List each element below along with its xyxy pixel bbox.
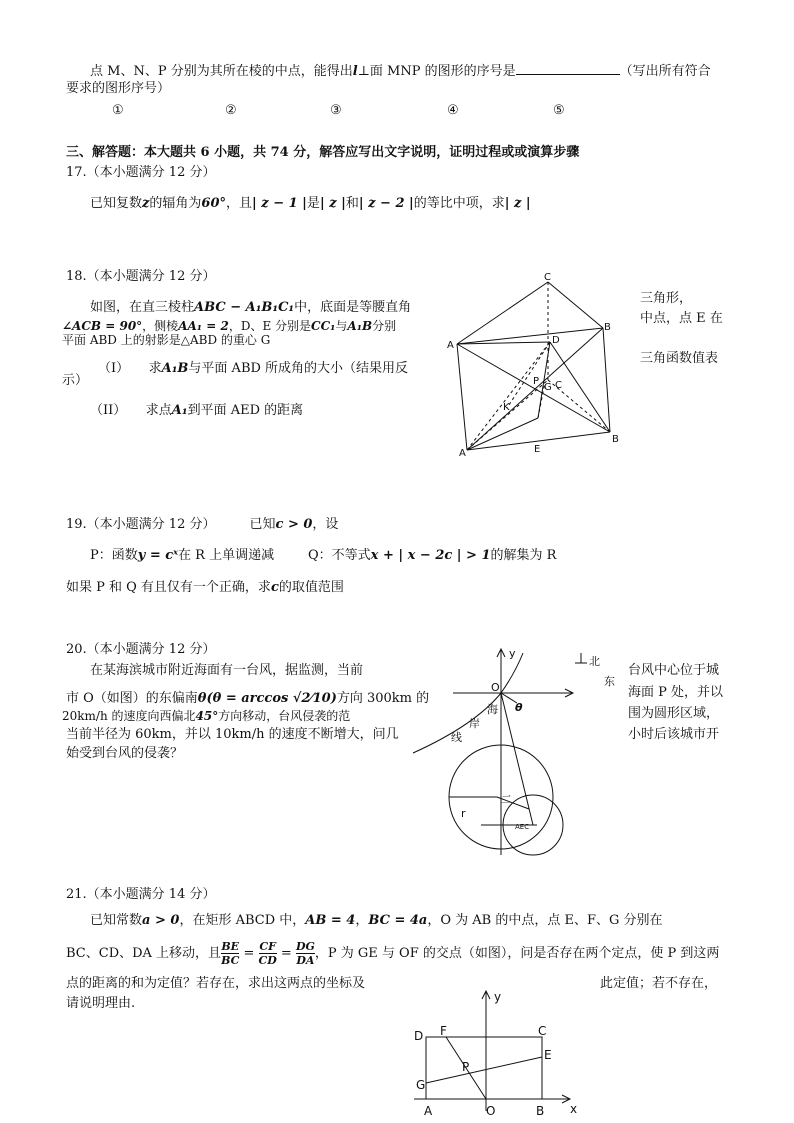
edge-c1b1 [548,282,603,328]
q21-line4: 请说明理由. [66,996,136,1011]
top-text-c: （写出所有符合 [619,64,711,79]
q18-edge: AA₁ = 2 [178,319,229,333]
label-line: 线 [451,731,462,744]
q18-right-3: 三角函数值表 [640,351,719,366]
q21-header: 21.（本小题满分 14 分） [66,887,216,902]
q17-t3: ，且 [226,196,253,211]
q18-line1 [90,299,411,317]
q19-p-b: 在 R 上单调递减 [178,548,275,563]
q18-p1a: （I） 求 [98,361,162,376]
label-d: D [552,335,560,346]
frac1-den: BC [221,954,240,967]
q17-deg: 60° [201,196,227,211]
q18-l2a: ，侧棱 [142,319,179,333]
label-g: G [544,382,552,393]
q21-ab: AB = 4 [305,913,356,928]
edge-a1c1 [457,282,548,344]
q20-l2b: 方向 300km 的 [336,691,430,706]
q18-header: 18.（本小题满分 12 分） [66,269,216,284]
edge-aa1 [457,344,467,450]
q17-abs4: | z | [504,196,531,211]
q18-l1b: 中，底面是等腰直角 [294,300,412,315]
q18-line3: 平面 ABD 上的射影是△ABD 的重心 G [62,333,271,347]
label-k: K [503,402,510,413]
option-2: ② [225,103,237,118]
q20-right-1: 台风中心位于城 [628,663,720,678]
label-p: P [533,376,540,387]
q17-header: 17.（本小题满分 12 分） [66,165,216,180]
q20-line1: 在某海滨城市附近海面有一台风，据监测，当前 [90,663,364,678]
q20-theta: θ(θ = arccos √2⁄10) [197,691,337,706]
label-a: A [459,448,466,459]
q18-prism: ABC − A₁B₁C₁ [194,300,295,315]
label-a: A [424,1104,433,1117]
label-a1: A [447,340,454,351]
q21-l1c: ， [355,913,369,928]
top-line-2: 要求的图形序号） [66,81,171,96]
q19-given-b: ，设 [312,517,339,532]
q19-header-line [66,516,338,534]
label-p: P [462,1060,470,1074]
q19-p-m: y = cˣ [137,548,179,563]
coastline [413,653,523,753]
q20-right-4: 小时后该城市开 [628,727,720,742]
frac2-num: CF [259,940,276,953]
q21-l1b: ，在矩形 ABCD 中， [179,913,306,928]
segment-b1a [467,328,603,450]
label-o: O [486,1104,496,1117]
q18-l2b: ，D、E 分别是 [228,319,312,333]
edge-a1b1 [457,328,603,344]
q18-part2 [90,402,303,420]
q20-l3a: 20km/h 的速度向西偏北 [62,709,196,723]
label-e: E [534,444,541,455]
q21-a-pos: a > 0 [142,913,180,928]
q19-given-m: c > 0 [275,517,313,532]
q18-right-1: 三角形， [640,291,693,306]
label-c: C [538,1024,547,1038]
q18-p2b: 到平面 AED 的距离 [187,403,304,418]
q19-p [90,547,274,565]
q17-abs1: | z − 1 | [252,196,307,211]
top-line-1 [90,62,711,81]
q20-45deg: 45° [195,709,219,723]
q18-p2m: A₁ [171,403,188,418]
q21-line3a: 点的距离的和为定值？若存在，求出这两点的坐标及 [66,976,366,991]
label-d: D [414,1029,424,1043]
q20-line5: 始受到台风的侵袭？ [66,746,184,761]
q21-line1 [90,912,663,930]
q17-abs2: | z | [319,196,346,211]
q20-right-2: 海面 P 处，并以 [628,685,724,700]
label-r: r [461,807,466,820]
q18-l1a: 如图，在直三棱柱 [90,300,195,315]
q18-p1m: A₁B [161,361,189,376]
option-3: ③ [330,103,342,118]
q20-right-3: 围为圆形区域， [628,706,720,721]
top-text-b: ⊥面 MNP 的图形的序号是 [357,64,516,79]
q20-header: 20.（本小题满分 12 分） [66,642,216,657]
q21-line2: BC、CD、DA 上移动，且 $\frac{BE}{BC}$ = $\frac{CF}{CD}$ = $\frac{DG}{DA}$ ，P 为 GE 与 OF 的交点（如图），问是否存在两个定点，使 P 到这两 [66,940,720,967]
q19-q-a: Q：不等式 [308,548,371,563]
label-b: B [536,1104,545,1117]
q21-l1d: ，O 为 AB 的中点，点 E、F、G 分别在 [427,913,663,928]
q19-given-a: 已知 [249,517,276,532]
q19-q [308,547,556,565]
label-north: 北 [589,655,600,668]
q17-z: z [142,196,150,211]
q19-l3b: 的取值范围 [278,580,344,595]
section-title: 三、解答题：本大题共 6 小题，共 74 分，解答应写出文字说明，证明过程或或演算步骤 [66,145,580,160]
q21-frac2 [259,940,277,967]
q19-p-a: P：函数 [90,548,138,563]
option-5: ⑤ [553,103,565,118]
hidden-dk [507,342,550,408]
q18-cc1: CC₁ [311,319,336,333]
q18-a1b: A₁B [347,319,373,333]
label-center: AEC [515,823,530,831]
segment-ge [426,1057,542,1083]
q17-t6: 的等比中项，求 [413,196,505,211]
q19-q-m: x + | x − 2c | > 1 [370,548,491,563]
q17-abs3: | z − 2 | [358,196,414,211]
label-arrow: 二 [501,793,512,806]
label-y: y [494,990,502,1004]
q19-line3 [66,579,344,597]
q17-t5: 和 [345,196,359,211]
q20-line4: 当前半径为 60km，并以 10km/h 的速度不断增大，问几 [66,727,399,742]
segment-a1b [457,344,610,432]
q20-l3b: 方向移动，台风侵袭的范 [218,709,351,723]
q20-l2a: 市 O（如图）的东偏南 [66,691,198,706]
frac1-num: BE [221,940,240,953]
frac3-num: DG [295,940,315,953]
option-1: ① [112,103,124,118]
edge-bb1 [603,328,610,432]
label-c: C [555,380,562,391]
line-l: l [352,64,358,79]
label-f: F [440,1024,447,1038]
q19-l3a: 如果 P 和 Q 有且仅有一个正确，求 [66,580,271,595]
q20-line3 [62,707,350,725]
answer-blank[interactable] [516,62,620,75]
label-g: G [416,1078,426,1092]
q21-frac1 [221,940,239,967]
label-c1: C [544,272,551,283]
q19-l3m: c [270,580,279,595]
q21-rectangle-figure [410,985,590,1117]
q17-body [90,195,531,213]
label-e: E [544,1048,552,1062]
q19-q-b: 的解集为 R [490,548,557,563]
q18-angle: ∠ACB = 90° [62,319,143,333]
q21-l1a: 已知常数 [90,913,143,928]
label-b1: B [604,322,611,333]
q20-line2 [66,690,429,708]
q17-t4: 是 [306,196,320,211]
rectangle-abcd [426,1037,542,1099]
option-4: ④ [447,103,459,118]
label-east: 东 [604,675,615,688]
top-text-a: 点 M、N、P 分别为其所在棱的中点，能得出 [90,64,353,79]
q18-right-2: 中点，点 E 在 [640,311,723,326]
q21-l2b: ，P 为 GE 与 OF 的交点（如图），问是否存在两个定点，使 P 到这两 [314,946,720,961]
q21-frac3 [296,940,315,967]
label-theta: θ [515,701,523,714]
q17-t1: 已知复数 [90,196,143,211]
q21-l2a: BC、CD、DA 上移动，且 [66,946,222,961]
label-sea: 海 [487,703,498,716]
q18-p1b: 与平面 ABD 所成角的大小（结果用反 [188,361,409,376]
q18-prism-figure [445,270,635,460]
label-b: B [612,434,619,445]
label-x: x [570,1102,578,1116]
label-y: y [509,647,516,660]
frac2-den: CD [258,954,277,967]
q18-part1-cont: 示） [62,373,89,388]
label-o: O [491,681,500,694]
hidden-ad [467,342,550,450]
q19-header: 19.（本小题满分 12 分） [66,517,216,532]
q18-l2d: 分别 [372,319,397,333]
q21-bc: BC = 4a [368,913,428,928]
q18-part1 [98,360,408,378]
q18-p2a: （II） 求点 [90,403,172,418]
q17-t2: 的辐角为 [149,196,202,211]
q20-typhoon-figure [405,645,625,860]
q21-line3b: 此定值；若不存在， [600,976,718,991]
label-shore: 岸 [469,717,480,730]
frac3-den: DA [296,954,315,967]
q18-l2c: 与 [335,319,348,333]
